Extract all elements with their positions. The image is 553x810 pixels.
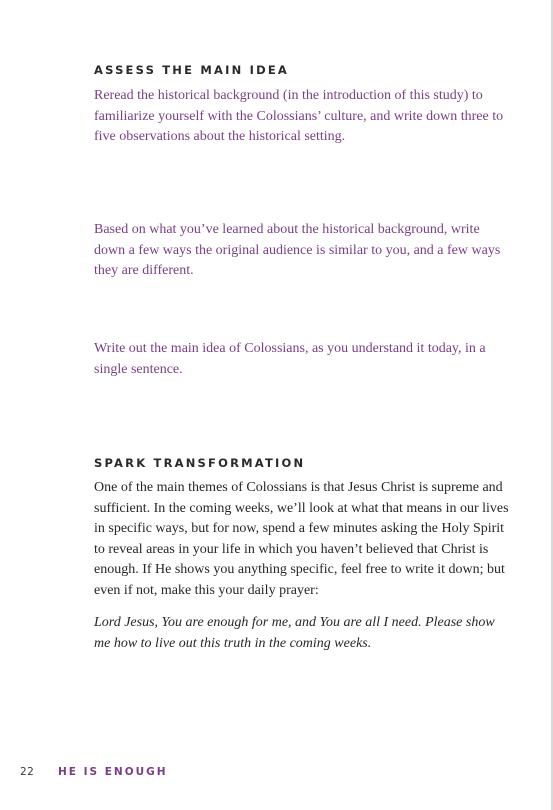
section-heading-spark: SPARK TRANSFORMATION: [94, 456, 306, 470]
section-heading-assess: ASSESS THE MAIN IDEA: [94, 63, 290, 77]
prompt-main-idea: Write out the main idea of Colossians, as you understand it today, in a single sentence.: [94, 341, 486, 377]
spark-body-paragraph: One of the main themes of Colossians is that Jesus Christ is supreme and sufficient. In the coming weeks, we’ll look at what that means in our lives in specific ways, but for now, spend a few minutes asking the Holy Spirit to reveal areas in your life in which you haven’t believed that Christ is enough. If He shows you anything specific, feel free to write it down; but even if not, make this your daily prayer:: [94, 480, 509, 598]
page-number: 22: [20, 766, 35, 778]
prompt-historical-observations: Reread the historical background (in the introduction of this study) to familiarize yourself with the Colossians’ culture, and write down three to five observations about the historical setting.: [94, 88, 504, 144]
prompt-audience-comparison: Based on what you’ve learned about the historical background, write down a few ways the original audience is similar to you, and a few ways they are different.: [94, 222, 501, 278]
daily-prayer: Lord Jesus, You are enough for me, and You are all I need. Please show me how to live out this truth in the coming weeks.: [94, 615, 495, 651]
running-title: HE IS ENOUGH: [58, 766, 168, 778]
